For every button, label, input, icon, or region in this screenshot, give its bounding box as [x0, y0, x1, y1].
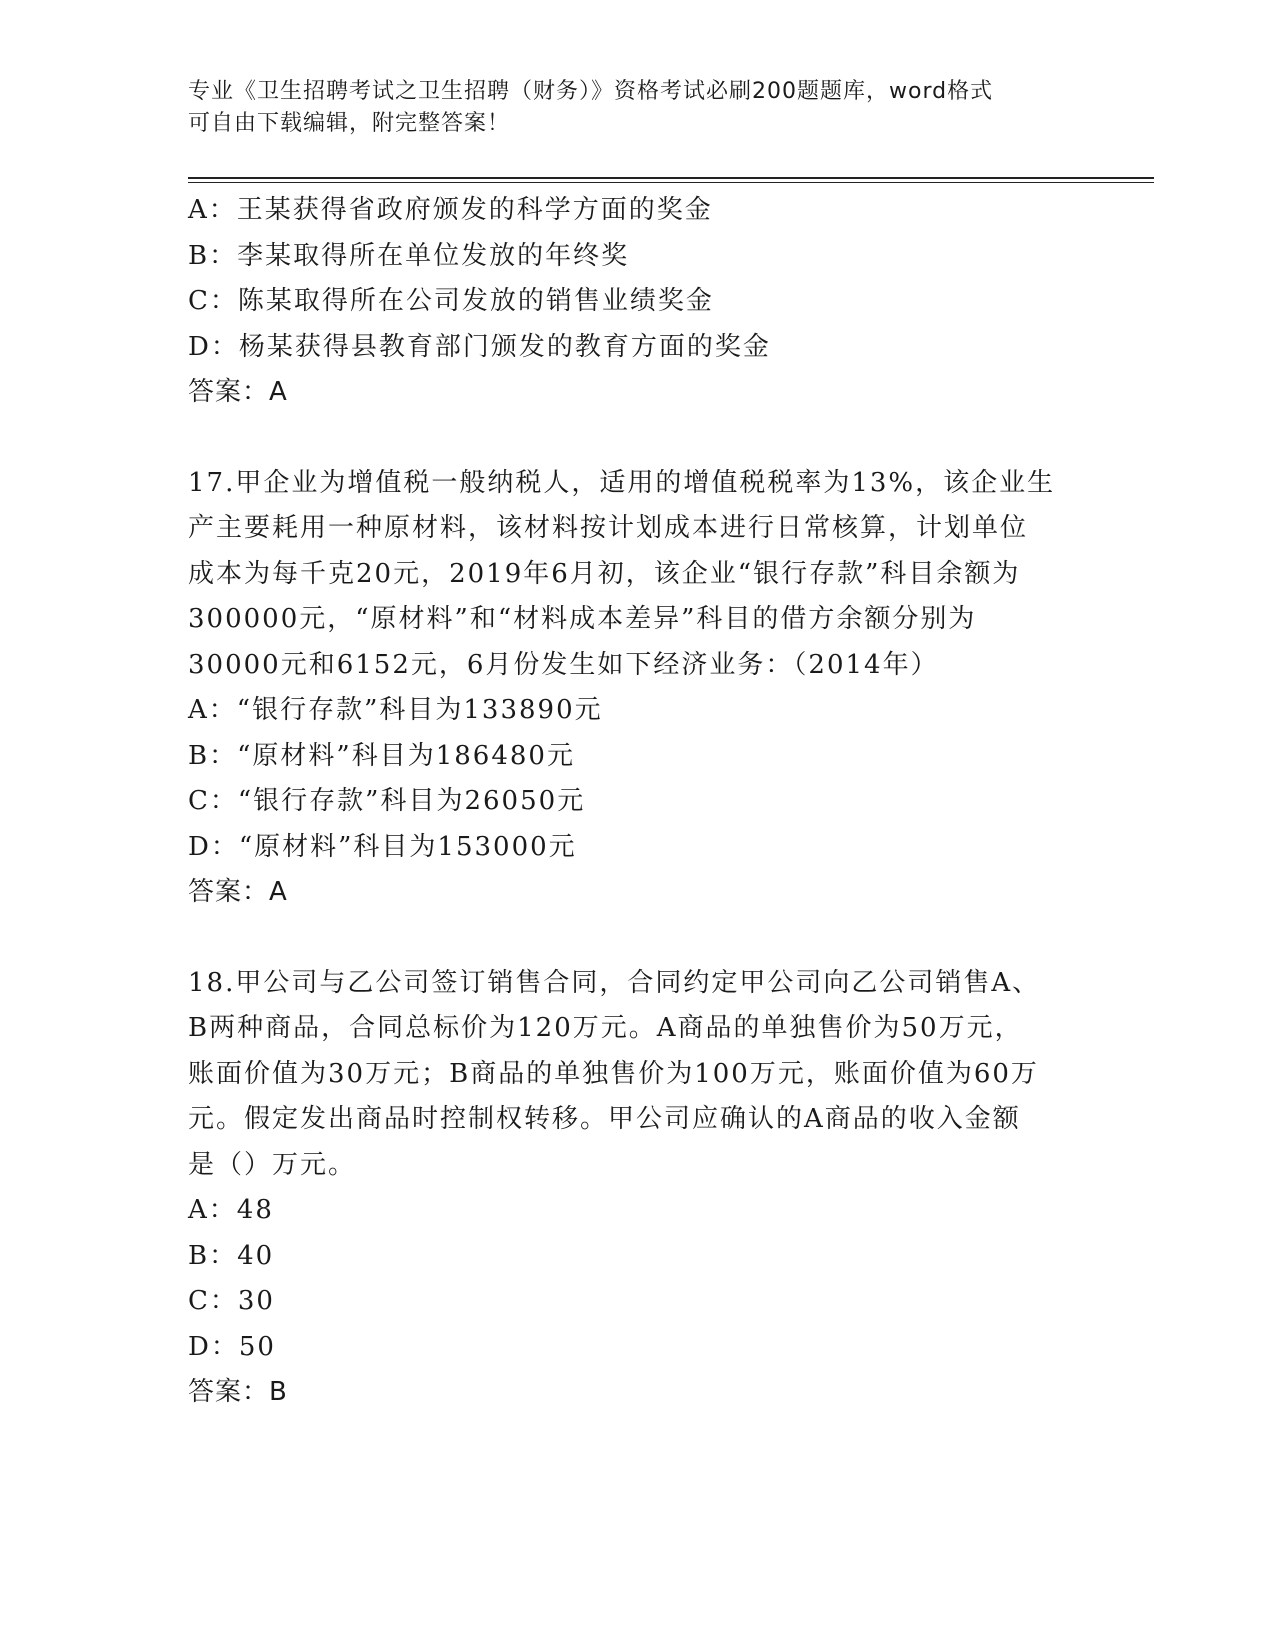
- q16-answer: 答案：A: [188, 377, 288, 407]
- question-list: [188, 188, 1088, 1416]
- document-header: [188, 76, 1068, 140]
- header-line-2: 可自由下载编辑，附完整答案！: [188, 111, 511, 136]
- q18-stem-line: 元。假定发出商品时控制权转移。甲公司应确认的A商品的收入金额: [188, 1104, 1021, 1134]
- q18-option-a: A：48: [188, 1195, 274, 1225]
- q17-option-a: A：“银行存款”科目为133890元: [188, 695, 603, 725]
- q16-option-b: B：李某取得所在单位发放的年终奖: [188, 240, 630, 271]
- q16-option-a: A：王某获得省政府颁发的科学方面的奖金: [188, 195, 713, 225]
- spacer: [188, 416, 1088, 461]
- q17-stem-line: 30000元和6152元，6月份发生如下经济业务：（2014年）: [188, 649, 939, 680]
- q18-stem-line: 18.甲公司与乙公司签订销售合同，合同约定甲公司向乙公司销售A、: [188, 967, 1041, 998]
- q17-stem-line: 17.甲企业为增值税一般纳税人，适用的增值税税率为13%，该企业生: [188, 467, 1056, 498]
- q18-stem-line: 账面价值为30万元；B商品的单独售价为100万元，账面价值为60万: [188, 1058, 1039, 1089]
- q17-option-d: D：“原材料”科目为153000元: [188, 831, 577, 862]
- question-16-block: [188, 188, 1088, 416]
- q18-stem-line: B两种商品，合同总标价为120万元。A商品的单独售价为50万元，: [188, 1013, 1023, 1043]
- header-divider-thin: [188, 182, 1154, 183]
- question-17-block: [188, 461, 1088, 916]
- header-divider-thick: [188, 177, 1154, 179]
- q18-answer: 答案：B: [188, 1377, 288, 1407]
- q18-option-b: B：40: [188, 1240, 275, 1271]
- q17-stem-line: 产主要耗用一种原材料，该材料按计划成本进行日常核算，计划单位: [188, 513, 1029, 543]
- q17-option-c: C：“银行存款”科目为26050元: [188, 786, 586, 816]
- q17-option-b: B：“原材料”科目为186480元: [188, 740, 575, 771]
- q16-option-c: C：陈某取得所在公司发放的销售业绩奖金: [188, 286, 714, 316]
- q17-stem-line: 成本为每千克20元，2019年6月初，该企业“银行存款”科目余额为: [188, 558, 1021, 589]
- header-line-1: 专业《卫生招聘考试之卫生招聘（财务）》资格考试必刷200题题库，word格式: [188, 79, 994, 104]
- q18-stem-line: 是（）万元。: [188, 1149, 357, 1180]
- q16-option-d: D：杨某获得县教育部门颁发的教育方面的奖金: [188, 331, 771, 362]
- q18-option-d: D：50: [188, 1331, 276, 1362]
- q17-answer: 答案：A: [188, 877, 288, 907]
- q17-stem-line: 300000元，“原材料”和“材料成本差异”科目的借方余额分别为: [188, 604, 977, 634]
- q18-option-c: C：30: [188, 1286, 275, 1316]
- spacer: [188, 916, 1088, 961]
- question-18-block: [188, 961, 1088, 1416]
